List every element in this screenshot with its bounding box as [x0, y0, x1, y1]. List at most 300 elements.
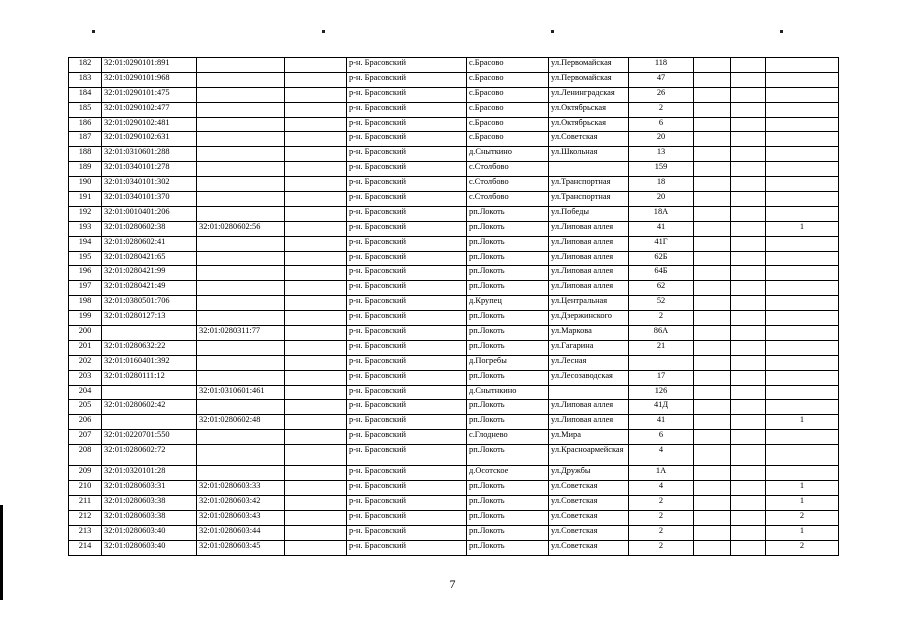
count-cell	[766, 281, 839, 296]
table-row	[69, 87, 839, 102]
settlement-cell: рп.Локоть	[467, 311, 549, 326]
row-number: 210	[69, 481, 102, 496]
cadastral-number: 32:01:0280111:12	[102, 370, 197, 385]
cadastral-number: 32:01:0280603:40	[102, 540, 197, 555]
blank-cell	[285, 177, 347, 192]
linked-cadastral-number: 32:01:0310601:461	[197, 385, 285, 400]
blank-cell	[285, 466, 347, 481]
cadastral-number: 32:01:0280602:38	[102, 221, 197, 236]
linked-cadastral-number	[197, 296, 285, 311]
settlement-cell: с.Брасово	[467, 102, 549, 117]
count-cell	[766, 206, 839, 221]
district-cell: р-н. Брасовский	[347, 481, 467, 496]
table-row	[69, 221, 839, 236]
blank-cell	[694, 296, 731, 311]
linked-cadastral-number	[197, 311, 285, 326]
cadastral-number: 32:01:0290102:631	[102, 132, 197, 147]
blank-cell	[285, 495, 347, 510]
blank-cell	[285, 415, 347, 430]
district-cell: р-н. Брасовский	[347, 102, 467, 117]
house-number-cell: 64Б	[629, 266, 694, 281]
linked-cadastral-number	[197, 281, 285, 296]
house-number-cell: 41	[629, 221, 694, 236]
blank-cell	[731, 525, 766, 540]
settlement-cell: рп.Локоть	[467, 540, 549, 555]
street-cell: ул.Советская	[549, 540, 629, 555]
table-row	[69, 400, 839, 415]
cadastral-number: 32:01:0290101:891	[102, 58, 197, 73]
blank-cell	[285, 72, 347, 87]
cadastral-number: 32:01:0280421:65	[102, 251, 197, 266]
blank-cell	[285, 326, 347, 341]
row-number: 212	[69, 510, 102, 525]
blank-cell	[694, 102, 731, 117]
blank-cell	[731, 132, 766, 147]
street-cell: ул.Липовая аллея	[549, 236, 629, 251]
blank-cell	[731, 415, 766, 430]
district-cell: р-н. Брасовский	[347, 117, 467, 132]
blank-cell	[694, 355, 731, 370]
blank-cell	[731, 311, 766, 326]
row-number: 191	[69, 192, 102, 207]
blank-cell	[694, 525, 731, 540]
linked-cadastral-number	[197, 340, 285, 355]
row-number: 202	[69, 355, 102, 370]
cadastral-number	[102, 326, 197, 341]
table-row	[69, 296, 839, 311]
settlement-cell: д.Крупец	[467, 296, 549, 311]
blank-cell	[285, 540, 347, 555]
street-cell: ул.Красноармейская	[549, 445, 629, 466]
linked-cadastral-number: 32:01:0280603:43	[197, 510, 285, 525]
row-number: 196	[69, 266, 102, 281]
blank-cell	[694, 72, 731, 87]
house-number-cell: 4	[629, 445, 694, 466]
house-number-cell: 62Б	[629, 251, 694, 266]
linked-cadastral-number: 32:01:0280602:56	[197, 221, 285, 236]
count-cell: 1	[766, 221, 839, 236]
house-number-cell: 17	[629, 370, 694, 385]
linked-cadastral-number: 32:01:0280603:42	[197, 495, 285, 510]
row-number: 189	[69, 162, 102, 177]
cadastral-number: 32:01:0340101:370	[102, 192, 197, 207]
settlement-cell: рп.Локоть	[467, 400, 549, 415]
street-cell	[549, 162, 629, 177]
blank-cell	[694, 87, 731, 102]
table-row	[69, 370, 839, 385]
cadastral-number: 32:01:0280603:40	[102, 525, 197, 540]
house-number-cell: 2	[629, 102, 694, 117]
cadastral-number: 32:01:0290102:481	[102, 117, 197, 132]
count-cell	[766, 400, 839, 415]
district-cell: р-н. Брасовский	[347, 370, 467, 385]
district-cell: р-н. Брасовский	[347, 540, 467, 555]
count-cell	[766, 430, 839, 445]
cadastral-number: 32:01:0340101:302	[102, 177, 197, 192]
count-cell	[766, 117, 839, 132]
street-cell: ул.Советская	[549, 481, 629, 496]
blank-cell	[731, 481, 766, 496]
street-cell: ул.Маркова	[549, 326, 629, 341]
blank-cell	[285, 481, 347, 496]
street-cell: ул.Лесная	[549, 355, 629, 370]
house-number-cell: 41	[629, 415, 694, 430]
cadastral-number: 32:01:0310601:288	[102, 147, 197, 162]
cadastral-number: 32:01:0280602:42	[102, 400, 197, 415]
house-number-cell: 4	[629, 481, 694, 496]
linked-cadastral-number	[197, 430, 285, 445]
blank-cell	[285, 87, 347, 102]
linked-cadastral-number	[197, 162, 285, 177]
street-cell: ул.Дружбы	[549, 466, 629, 481]
district-cell: р-н. Брасовский	[347, 340, 467, 355]
blank-cell	[694, 206, 731, 221]
district-cell: р-н. Брасовский	[347, 525, 467, 540]
linked-cadastral-number: 32:01:0280603:44	[197, 525, 285, 540]
row-number: 207	[69, 430, 102, 445]
house-number-cell: 2	[629, 540, 694, 555]
table-row	[69, 251, 839, 266]
settlement-cell: д.Погребы	[467, 355, 549, 370]
house-number-cell: 2	[629, 311, 694, 326]
blank-cell	[731, 266, 766, 281]
blank-cell	[285, 445, 347, 466]
blank-cell	[285, 400, 347, 415]
blank-cell	[285, 510, 347, 525]
blank-cell	[694, 415, 731, 430]
settlement-cell: рп.Локоть	[467, 525, 549, 540]
table-row	[69, 58, 839, 73]
linked-cadastral-number	[197, 72, 285, 87]
blank-cell	[694, 340, 731, 355]
street-cell: ул.Первомайская	[549, 72, 629, 87]
blank-cell	[285, 58, 347, 73]
row-number: 209	[69, 466, 102, 481]
district-cell: р-н. Брасовский	[347, 221, 467, 236]
settlement-cell: рп.Локоть	[467, 281, 549, 296]
linked-cadastral-number	[197, 251, 285, 266]
blank-cell	[731, 221, 766, 236]
table-row	[69, 481, 839, 496]
count-cell	[766, 355, 839, 370]
settlement-cell: рп.Локоть	[467, 495, 549, 510]
row-number: 190	[69, 177, 102, 192]
cadastral-number: 32:01:0010401:206	[102, 206, 197, 221]
linked-cadastral-number	[197, 236, 285, 251]
district-cell: р-н. Брасовский	[347, 430, 467, 445]
district-cell: р-н. Брасовский	[347, 206, 467, 221]
count-cell	[766, 236, 839, 251]
linked-cadastral-number	[197, 266, 285, 281]
house-number-cell: 118	[629, 58, 694, 73]
scan-speck	[551, 30, 554, 33]
count-cell: 2	[766, 510, 839, 525]
count-cell	[766, 466, 839, 481]
street-cell: ул.Липовая аллея	[549, 281, 629, 296]
count-cell	[766, 147, 839, 162]
property-register-table	[68, 57, 839, 556]
street-cell: ул.Липовая аллея	[549, 415, 629, 430]
district-cell: р-н. Брасовский	[347, 87, 467, 102]
settlement-cell: с.Брасово	[467, 87, 549, 102]
cadastral-number: 32:01:0340101:278	[102, 162, 197, 177]
table-row	[69, 326, 839, 341]
blank-cell	[285, 206, 347, 221]
settlement-cell: рп.Локоть	[467, 326, 549, 341]
blank-cell	[285, 192, 347, 207]
table-row	[69, 445, 839, 466]
settlement-cell: рп.Локоть	[467, 251, 549, 266]
district-cell: р-н. Брасовский	[347, 147, 467, 162]
house-number-cell: 41Г	[629, 236, 694, 251]
blank-cell	[694, 466, 731, 481]
table-row	[69, 495, 839, 510]
blank-cell	[694, 251, 731, 266]
house-number-cell: 52	[629, 296, 694, 311]
house-number-cell: 18А	[629, 206, 694, 221]
blank-cell	[694, 445, 731, 466]
page-number: 7	[449, 577, 456, 591]
house-number-cell: 2	[629, 510, 694, 525]
count-cell: 1	[766, 415, 839, 430]
row-number: 213	[69, 525, 102, 540]
district-cell: р-н. Брасовский	[347, 311, 467, 326]
linked-cadastral-number: 32:01:0280603:45	[197, 540, 285, 555]
blank-cell	[694, 221, 731, 236]
district-cell: р-н. Брасовский	[347, 510, 467, 525]
house-number-cell: 20	[629, 132, 694, 147]
settlement-cell: рп.Локоть	[467, 221, 549, 236]
blank-cell	[731, 445, 766, 466]
blank-cell	[731, 177, 766, 192]
count-cell	[766, 311, 839, 326]
table-row	[69, 236, 839, 251]
settlement-cell: д.Сныткино	[467, 147, 549, 162]
linked-cadastral-number	[197, 370, 285, 385]
row-number: 183	[69, 72, 102, 87]
street-cell: ул.Липовая аллея	[549, 221, 629, 236]
street-cell: ул.Лесозаводская	[549, 370, 629, 385]
blank-cell	[731, 466, 766, 481]
district-cell: р-н. Брасовский	[347, 296, 467, 311]
district-cell: р-н. Брасовский	[347, 58, 467, 73]
table-row	[69, 415, 839, 430]
cadastral-number: 32:01:0280603:38	[102, 510, 197, 525]
settlement-cell: с.Брасово	[467, 132, 549, 147]
street-cell: ул.Советская	[549, 525, 629, 540]
district-cell: р-н. Брасовский	[347, 236, 467, 251]
blank-cell	[285, 355, 347, 370]
count-cell	[766, 445, 839, 466]
street-cell: ул.Победы	[549, 206, 629, 221]
blank-cell	[694, 266, 731, 281]
house-number-cell: 126	[629, 385, 694, 400]
row-number: 208	[69, 445, 102, 466]
cadastral-number	[102, 415, 197, 430]
row-number: 193	[69, 221, 102, 236]
blank-cell	[731, 206, 766, 221]
count-cell	[766, 266, 839, 281]
blank-cell	[694, 162, 731, 177]
linked-cadastral-number	[197, 177, 285, 192]
table-row	[69, 281, 839, 296]
table-row	[69, 525, 839, 540]
street-cell: ул.Липовая аллея	[549, 251, 629, 266]
house-number-cell: 6	[629, 117, 694, 132]
table-row	[69, 466, 839, 481]
row-number: 203	[69, 370, 102, 385]
row-number: 188	[69, 147, 102, 162]
district-cell: р-н. Брасовский	[347, 251, 467, 266]
blank-cell	[285, 311, 347, 326]
district-cell: р-н. Брасовский	[347, 355, 467, 370]
blank-cell	[731, 400, 766, 415]
blank-cell	[731, 430, 766, 445]
count-cell	[766, 87, 839, 102]
table-row	[69, 147, 839, 162]
scan-speck	[92, 30, 95, 33]
linked-cadastral-number	[197, 58, 285, 73]
district-cell: р-н. Брасовский	[347, 445, 467, 466]
count-cell: 1	[766, 525, 839, 540]
settlement-cell: с.Глоднево	[467, 430, 549, 445]
table-row	[69, 132, 839, 147]
count-cell	[766, 102, 839, 117]
blank-cell	[285, 281, 347, 296]
district-cell: р-н. Брасовский	[347, 266, 467, 281]
blank-cell	[694, 311, 731, 326]
count-cell	[766, 58, 839, 73]
street-cell	[549, 385, 629, 400]
street-cell: ул.Дзержинского	[549, 311, 629, 326]
cadastral-number: 32:01:0290102:477	[102, 102, 197, 117]
count-cell	[766, 177, 839, 192]
row-number: 194	[69, 236, 102, 251]
blank-cell	[694, 481, 731, 496]
blank-cell	[731, 281, 766, 296]
blank-cell	[694, 236, 731, 251]
cadastral-number: 32:01:0290101:968	[102, 72, 197, 87]
cadastral-number: 32:01:0220701:550	[102, 430, 197, 445]
row-number: 186	[69, 117, 102, 132]
blank-cell	[731, 192, 766, 207]
settlement-cell: рп.Локоть	[467, 340, 549, 355]
row-number: 195	[69, 251, 102, 266]
count-cell	[766, 192, 839, 207]
settlement-cell: д.Снытнкино	[467, 385, 549, 400]
house-number-cell: 41Д	[629, 400, 694, 415]
house-number-cell: 2	[629, 495, 694, 510]
table-row	[69, 510, 839, 525]
count-cell	[766, 385, 839, 400]
scan-speck	[322, 30, 325, 33]
blank-cell	[285, 117, 347, 132]
street-cell: ул.Липовая аллея	[549, 266, 629, 281]
settlement-cell: с.Брасово	[467, 58, 549, 73]
table-row	[69, 117, 839, 132]
settlement-cell: рп.Локоть	[467, 481, 549, 496]
count-cell	[766, 370, 839, 385]
blank-cell	[285, 162, 347, 177]
settlement-cell: д.Осотское	[467, 466, 549, 481]
cadastral-number: 32:01:0160401:392	[102, 355, 197, 370]
house-number-cell: 26	[629, 87, 694, 102]
table-row	[69, 430, 839, 445]
linked-cadastral-number	[197, 132, 285, 147]
blank-cell	[731, 510, 766, 525]
blank-cell	[731, 87, 766, 102]
cadastral-number: 32:01:0280632:22	[102, 340, 197, 355]
row-number: 184	[69, 87, 102, 102]
table-row	[69, 540, 839, 555]
blank-cell	[731, 540, 766, 555]
cadastral-number: 32:01:0290101:475	[102, 87, 197, 102]
blank-cell	[731, 251, 766, 266]
district-cell: р-н. Брасовский	[347, 281, 467, 296]
blank-cell	[285, 385, 347, 400]
settlement-cell: рп.Локоть	[467, 266, 549, 281]
blank-cell	[285, 296, 347, 311]
blank-cell	[731, 236, 766, 251]
blank-cell	[694, 117, 731, 132]
row-number: 205	[69, 400, 102, 415]
cadastral-number: 32:01:0280127:13	[102, 311, 197, 326]
house-number-cell: 62	[629, 281, 694, 296]
blank-cell	[694, 430, 731, 445]
count-cell: 1	[766, 481, 839, 496]
linked-cadastral-number	[197, 192, 285, 207]
district-cell: р-н. Брасовский	[347, 162, 467, 177]
table-row	[69, 355, 839, 370]
row-number: 187	[69, 132, 102, 147]
table-row	[69, 72, 839, 87]
street-cell: ул.Мира	[549, 430, 629, 445]
cadastral-number: 32:01:0280602:41	[102, 236, 197, 251]
blank-cell	[694, 495, 731, 510]
settlement-cell: рп.Локоть	[467, 236, 549, 251]
blank-cell	[694, 147, 731, 162]
settlement-cell: рп.Локоть	[467, 206, 549, 221]
count-cell	[766, 340, 839, 355]
count-cell	[766, 132, 839, 147]
blank-cell	[694, 510, 731, 525]
count-cell: 2	[766, 540, 839, 555]
linked-cadastral-number	[197, 466, 285, 481]
house-number-cell: 18	[629, 177, 694, 192]
house-number-cell: 159	[629, 162, 694, 177]
linked-cadastral-number: 32:01:0280602:48	[197, 415, 285, 430]
house-number-cell: 2	[629, 525, 694, 540]
table-row	[69, 102, 839, 117]
blank-cell	[285, 236, 347, 251]
district-cell: р-н. Брасовский	[347, 326, 467, 341]
row-number: 200	[69, 326, 102, 341]
settlement-cell: с.Столбово	[467, 162, 549, 177]
street-cell: ул.Октябрьская	[549, 102, 629, 117]
blank-cell	[285, 251, 347, 266]
count-cell	[766, 162, 839, 177]
district-cell: р-н. Брасовский	[347, 177, 467, 192]
street-cell: ул.Транспортная	[549, 177, 629, 192]
district-cell: р-н. Брасовский	[347, 400, 467, 415]
street-cell: ул.Ленинградская	[549, 87, 629, 102]
settlement-cell: с.Брасово	[467, 72, 549, 87]
street-cell: ул.Липовая аллея	[549, 400, 629, 415]
blank-cell	[731, 72, 766, 87]
settlement-cell: рп.Локоть	[467, 370, 549, 385]
street-cell: ул.Центральная	[549, 296, 629, 311]
blank-cell	[285, 430, 347, 445]
